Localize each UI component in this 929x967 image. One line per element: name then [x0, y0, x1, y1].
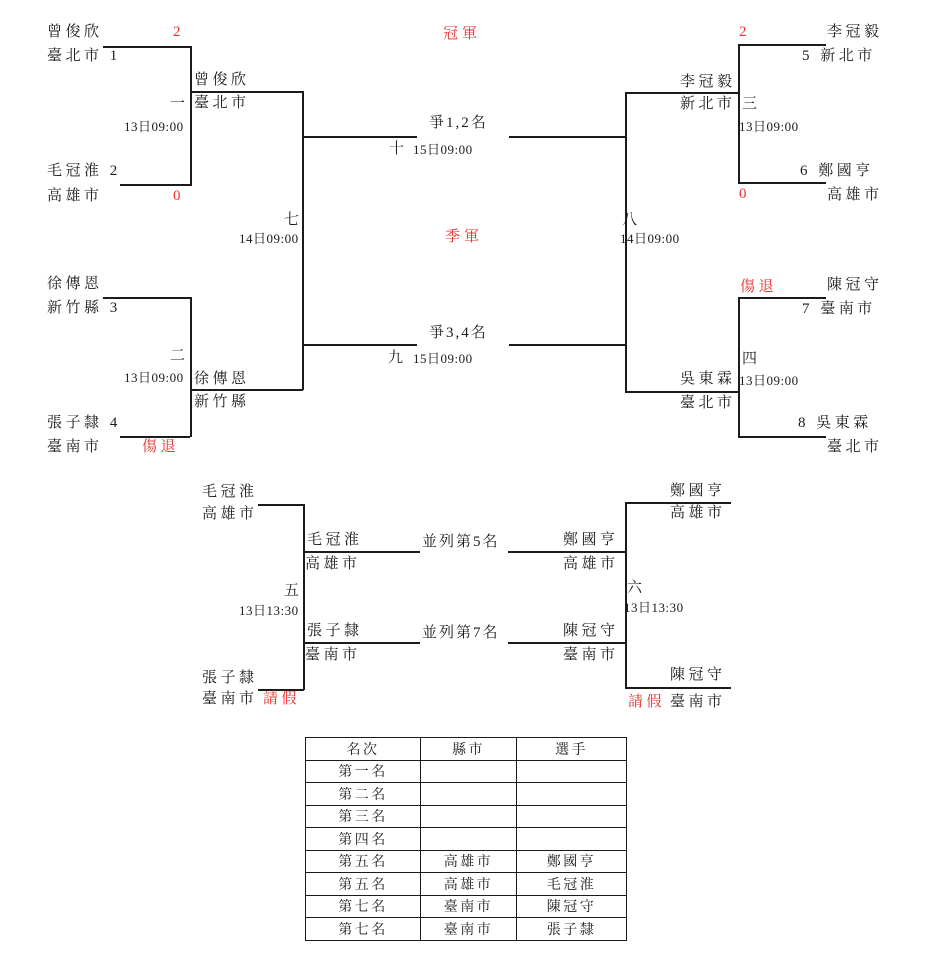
match8-time: 14日09:00: [620, 231, 680, 246]
bracket-line-e5: [738, 44, 826, 46]
cons5-bottom-city: 臺南市: [202, 691, 258, 707]
bracket-line-e2: [120, 184, 190, 186]
match7-time: 14日09:00: [239, 231, 299, 246]
match2-winner-name: 徐傳恩: [194, 371, 250, 387]
cons5-bottom-name: 張子隸: [202, 670, 258, 686]
city-cell: 臺南市: [421, 918, 517, 941]
match5-number: 五: [284, 583, 302, 599]
cons6-loser-city: 臺南市: [563, 647, 619, 663]
city-cell: 臺南市: [421, 895, 517, 918]
bracket-line-e7: [738, 297, 826, 299]
cons5-loser-name: 張子隸: [307, 623, 363, 639]
table-row: [306, 828, 627, 851]
city-cell: [421, 805, 517, 828]
match4-winner-name: 吳東霖: [680, 371, 736, 387]
player-cell: 毛冠淮: [517, 873, 627, 896]
table-row: [306, 918, 627, 941]
final-line-left: [302, 136, 417, 138]
match9-number: 九: [388, 350, 406, 366]
match1-number: 一: [170, 96, 188, 112]
entrant4-status: 傷退: [142, 439, 180, 455]
city-cell: 高雄市: [421, 873, 517, 896]
entrant7-status: 傷退: [740, 279, 778, 295]
match1-winner-name: 曾俊欣: [194, 72, 250, 88]
player-cell: 鄭國亨: [517, 850, 627, 873]
match5-time: 13日13:30: [239, 603, 299, 618]
cons6-top-city: 高雄市: [670, 505, 726, 521]
match2-number: 二: [170, 348, 188, 364]
rank-cell: 第五名: [306, 873, 421, 896]
entrant6-score: 0: [739, 186, 747, 202]
bracket-vertical-m4: [738, 297, 740, 437]
entrant1-name: 曾俊欣: [47, 24, 103, 40]
match3-time: 13日09:00: [739, 119, 799, 134]
player-cell: 陳冠守: [517, 895, 627, 918]
rank-cell: 第三名: [306, 805, 421, 828]
table-row: [306, 805, 627, 828]
match10-number: 十: [389, 141, 407, 157]
match3-winner-name: 李冠毅: [680, 74, 736, 90]
player-cell: [517, 760, 627, 783]
bracket-vertical-m3: [738, 44, 740, 183]
cons6-winner-city: 高雄市: [563, 556, 619, 572]
entrant2-score: 0: [173, 188, 181, 204]
cons6-winner-name: 鄭國亨: [563, 532, 619, 548]
third-match-label: 爭3,4名: [429, 325, 488, 341]
cons6-top-name: 鄭國亨: [670, 483, 726, 499]
match1-time: 13日09:00: [124, 119, 184, 134]
cons5-loser-city: 臺南市: [305, 647, 361, 663]
entrant6-city: 高雄市: [827, 187, 883, 203]
rank-cell: 第七名: [306, 918, 421, 941]
cons5-top-city: 高雄市: [202, 506, 258, 522]
rank-cell: 第七名: [306, 895, 421, 918]
entrant4-name-seed: 張子隸 4: [47, 415, 121, 431]
rank-cell: 第一名: [306, 760, 421, 783]
cons6-bottom-status: 請假: [628, 694, 666, 710]
match4-winner-city: 臺北市: [680, 395, 736, 411]
bracket-line-e8: [738, 436, 826, 438]
table-row: [306, 760, 627, 783]
third-place-label: 季軍: [445, 229, 484, 245]
player-cell: 張子隸: [517, 918, 627, 941]
header-city: 縣市: [421, 738, 517, 761]
entrant8-city: 臺北市: [827, 439, 883, 455]
cons5-bottom-status: 請假: [263, 691, 301, 707]
match3-winner-city: 新北市: [680, 96, 736, 112]
final-match-label: 爭1,2名: [429, 115, 488, 131]
rank-cell: 第四名: [306, 828, 421, 851]
match1-winner-city: 臺北市: [194, 95, 250, 111]
bracket-vertical-m2: [190, 297, 192, 437]
cons6-bottom-line: [625, 687, 731, 689]
entrant4-city: 臺南市: [47, 439, 103, 455]
match9-time: 15日09:00: [413, 351, 473, 366]
cons6-bottom-city: 臺南市: [670, 694, 726, 710]
entrant5-name: 李冠毅: [827, 24, 883, 40]
bracket-vertical-m1: [190, 46, 192, 186]
winner-line-m1: [190, 91, 303, 93]
bracket-line-e3: [103, 297, 190, 299]
cons6-winner-line: [508, 551, 625, 553]
tied-5th-label: 並列第5名: [422, 534, 500, 550]
rank-cell: 第二名: [306, 783, 421, 806]
entrant2-city: 高雄市: [47, 188, 103, 204]
player-cell: [517, 783, 627, 806]
cons5-top-name: 毛冠淮: [202, 484, 258, 500]
header-rank: 名次: [306, 738, 421, 761]
ranking-table: [305, 737, 627, 941]
match6-time: 13日13:30: [624, 600, 684, 615]
table-header-row: [306, 738, 627, 761]
match6-number: 六: [627, 580, 645, 596]
cons5-loser-line: [303, 642, 420, 644]
table-row: [306, 873, 627, 896]
player-cell: [517, 805, 627, 828]
third-line-left: [302, 344, 417, 346]
bracket-line-e4: [120, 436, 190, 438]
table-row: [306, 783, 627, 806]
cons5-winner-name: 毛冠淮: [307, 532, 363, 548]
entrant6-seed-name: 6 鄭國亨: [800, 163, 874, 179]
champion-label: 冠軍: [443, 26, 482, 42]
cons5-winner-city: 高雄市: [305, 556, 361, 572]
cons6-loser-name: 陳冠守: [563, 623, 619, 639]
cons5-winner-line: [303, 551, 420, 553]
match10-time: 15日09:00: [413, 142, 473, 157]
entrant3-city-seed: 新竹縣 3: [47, 300, 121, 316]
entrant8-seed-name: 8 吳東霖: [798, 415, 872, 431]
tied-7th-label: 並列第7名: [422, 625, 500, 641]
entrant7-seed-city: 7 臺南市: [802, 301, 876, 317]
header-player: 選手: [517, 738, 627, 761]
cons6-top-line: [625, 502, 731, 504]
bracket-line-e6: [738, 182, 826, 184]
winner-line-m3: [625, 92, 738, 94]
city-cell: [421, 760, 517, 783]
player-cell: [517, 828, 627, 851]
entrant5-seed-city: 5 新北市: [802, 48, 876, 64]
rank-cell: 第五名: [306, 850, 421, 873]
table-row: [306, 850, 627, 873]
match4-time: 13日09:00: [739, 373, 799, 388]
entrant1-score: 2: [173, 24, 181, 40]
city-cell: [421, 783, 517, 806]
match7-number: 七: [284, 212, 302, 228]
match4-number: 四: [742, 351, 760, 367]
winner-line-m4: [625, 391, 738, 393]
final-line-right: [509, 136, 625, 138]
entrant2-name-seed: 毛冠淮 2: [47, 163, 121, 179]
third-line-right: [509, 344, 625, 346]
table-row: [306, 895, 627, 918]
match8-number: 八: [622, 212, 640, 228]
cons6-loser-line: [508, 642, 625, 644]
cons6-bottom-name: 陳冠守: [670, 667, 726, 683]
match3-number: 三: [742, 96, 760, 112]
match2-winner-city: 新竹縣: [194, 394, 250, 410]
winner-line-m2: [190, 389, 303, 391]
entrant7-name: 陳冠守: [827, 277, 883, 293]
entrant5-score: 2: [739, 24, 747, 40]
match2-time: 13日09:00: [124, 370, 184, 385]
entrant1-city-seed: 臺北市 1: [47, 48, 121, 64]
cons5-top-line: [258, 504, 304, 506]
city-cell: 高雄市: [421, 850, 517, 873]
entrant3-name: 徐傳恩: [47, 276, 103, 292]
city-cell: [421, 828, 517, 851]
